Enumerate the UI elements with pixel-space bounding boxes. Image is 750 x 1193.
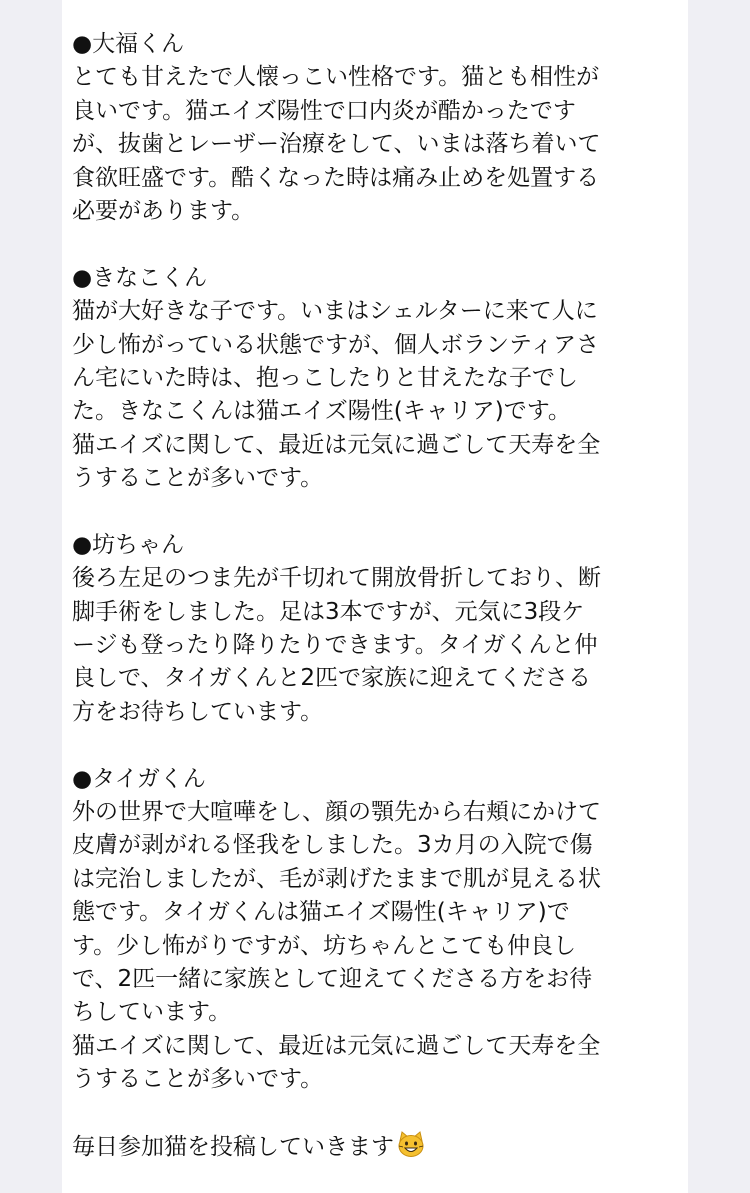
spacer bbox=[72, 228, 682, 261]
post-body bbox=[72, 28, 682, 1163]
text-line: 外の世界で大喧嘩をし、顔の顎先から右頬にかけて bbox=[72, 798, 601, 825]
grinning-cat-icon bbox=[397, 1130, 425, 1158]
text-line: 皮膚が剥がれる怪我をしました。3カ月の入院で傷 bbox=[72, 832, 593, 859]
spacer bbox=[72, 729, 682, 762]
text-line: 猫エイズに関して、最近は元気に過ごして天寿を全 bbox=[72, 1032, 601, 1059]
text-line: 態です。タイガくんは猫エイズ陽性(キャリア)で bbox=[72, 899, 570, 926]
text-line: 猫エイズに関して、最近は元気に過ごして天寿を全 bbox=[72, 431, 601, 458]
text-line: 食欲旺盛です。酷くなった時は痛み止めを処置する bbox=[72, 164, 600, 191]
text-line: とても甘えたで人懐っこい性格です。猫とも相性が bbox=[72, 64, 600, 91]
post-page bbox=[62, 0, 688, 1193]
cat-heading-bocchan: ●坊ちゃん bbox=[72, 531, 185, 558]
text-line: 脚手術をしました。足は3本ですが、元気に3段ケ bbox=[72, 598, 585, 625]
text-line: 後ろ左足のつま先が千切れて開放骨折しており、断 bbox=[72, 565, 601, 592]
text-line: 猫が大好きな子です。いまはシェルターに来て人に bbox=[72, 298, 598, 325]
text-line: うすることが多いです。 bbox=[72, 465, 324, 492]
text-line: 方をお待ちしています。 bbox=[72, 698, 324, 725]
cat-heading-kinako: ●きなこくん bbox=[72, 264, 208, 291]
closing-text: 毎日参加猫を投稿していきます bbox=[72, 1133, 394, 1160]
text-line: 必要があります。 bbox=[72, 197, 255, 224]
text-line: 良しで、タイガくんと2匹で家族に迎えてくださる bbox=[72, 665, 592, 692]
text-line: は完治しましたが、毛が剥げたままで肌が見える状 bbox=[72, 865, 601, 892]
cat-heading-taiga: ●タイガくん bbox=[72, 765, 206, 792]
text-line: が、抜歯とレーザー治療をして、いまは落ち着いて bbox=[72, 131, 601, 158]
text-line: す。少し怖がりですが、坊ちゃんとこても仲良し bbox=[72, 932, 577, 959]
text-line: 良いです。猫エイズ陽性で口内炎が酷かったです bbox=[72, 97, 576, 124]
text-line: ちしています。 bbox=[72, 999, 232, 1026]
cat-heading-daifuku: ●大福くん bbox=[72, 31, 185, 57]
text-line: で、2匹一緒に家族として迎えてくださる方をお待 bbox=[72, 965, 593, 992]
text-line: た。きなこくんは猫エイズ陽性(キャリア)です。 bbox=[72, 398, 571, 425]
text-line: ージも登ったり降りたりできます。タイガくんと仲 bbox=[72, 632, 598, 659]
spacer bbox=[72, 495, 682, 528]
closing-line bbox=[72, 1130, 682, 1163]
text-line: 少し怖がっている状態ですが、個人ボランティアさ bbox=[72, 331, 600, 358]
spacer bbox=[72, 1097, 682, 1130]
text-line: うすることが多いです。 bbox=[72, 1066, 324, 1093]
text-line: ん宅にいた時は、抱っこしたりと甘えたな子でし bbox=[72, 364, 578, 391]
